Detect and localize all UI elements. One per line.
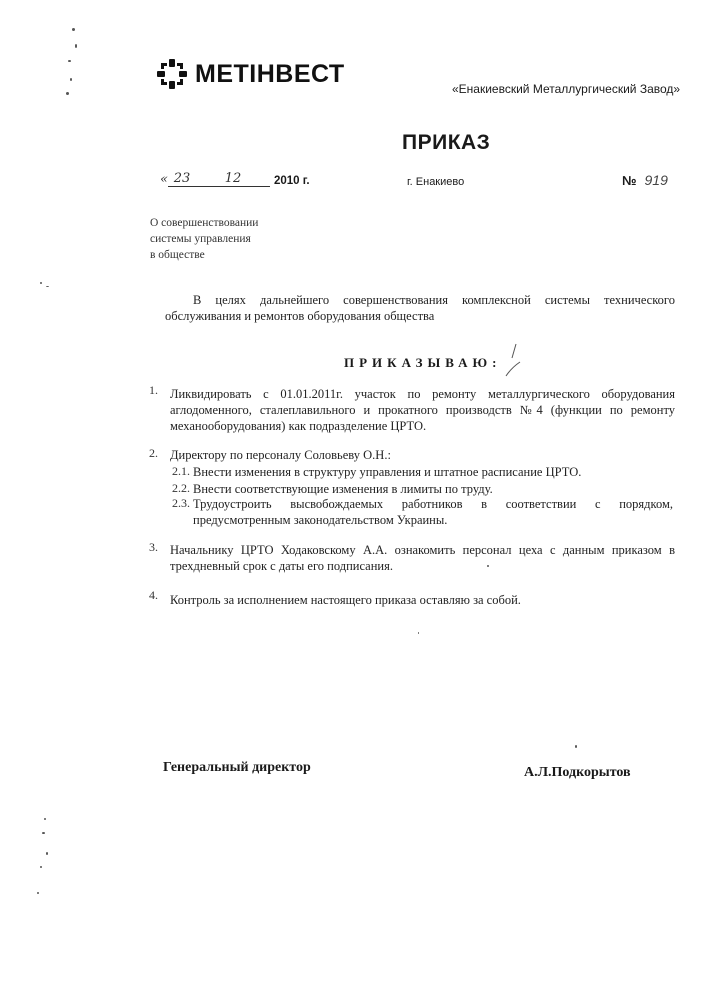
order-number: [622, 172, 668, 188]
item-text: Контроль за исполнением настоящего приказа оставляю за собой.: [170, 593, 521, 607]
date-year: 2010 г.: [273, 175, 310, 187]
logo-text: МЕТІНВЕСТ: [195, 59, 345, 88]
subject-line: О совершенствовании: [150, 217, 259, 229]
date-quote: «: [160, 172, 168, 187]
subitem-number: 2.1.: [172, 464, 190, 478]
order-city: г. Енакиево: [407, 176, 465, 188]
date-day: 23: [168, 171, 196, 187]
item-text: Начальнику ЦРТО Ходаковскому А.А. ознакомить персонал цеха с данным приказом в трехдневный срок с даты его подписания.: [170, 543, 675, 573]
item-number: 4.: [149, 588, 158, 602]
item-text: Директору по персоналу Соловьеву О.Н.:: [170, 448, 391, 462]
order-date: [160, 171, 310, 187]
company-name: «Енакиевский Металлургический Завод»: [452, 82, 681, 96]
subitem-text: Внести изменения в структуру управления и штатное расписание ЦРТО.: [193, 465, 582, 479]
document-title: ПРИКАЗ: [402, 131, 491, 154]
signatory-title: Генеральный директор: [163, 760, 311, 775]
subitem-text: Трудоустроить высвобождаемых работников в соответствии с порядком, предусмотренным законодательством Украины.: [193, 497, 673, 527]
preamble: В целях дальнейшего совершенствования комплексной системы технического обслуживания и ремонтов оборудования общества: [165, 293, 675, 323]
subitem-number: 2.3.: [172, 496, 190, 510]
item-number: 2.: [149, 446, 158, 460]
number-label: №: [622, 173, 637, 188]
subject-line: системы управления: [150, 233, 251, 245]
metinvest-logo-icon: [155, 57, 189, 91]
item-number: 1.: [149, 383, 158, 397]
date-month: 12: [196, 171, 270, 187]
logo: [155, 57, 345, 91]
handwritten-mark: [496, 342, 526, 378]
subitem-number: 2.2.: [172, 481, 190, 495]
signatory-name: А.Л.Подкорытов: [524, 765, 631, 780]
order-heading: ПРИКАЗЫВАЮ:: [344, 355, 502, 370]
number-value: 919: [644, 172, 668, 188]
subject-line: в обществе: [150, 249, 205, 261]
subitem-text: Внести соответствующие изменения в лимиты по труду.: [193, 482, 493, 496]
item-text: Ликвидировать с 01.01.2011г. участок по ремонту металлургического оборудования аглодоменного, сталеплавильного и прокатного производств №4 (функции по ремонту механооборудования) как подразделение ЦРТО.: [170, 387, 675, 433]
order-subject: [150, 215, 258, 263]
item-number: 3.: [149, 540, 158, 554]
